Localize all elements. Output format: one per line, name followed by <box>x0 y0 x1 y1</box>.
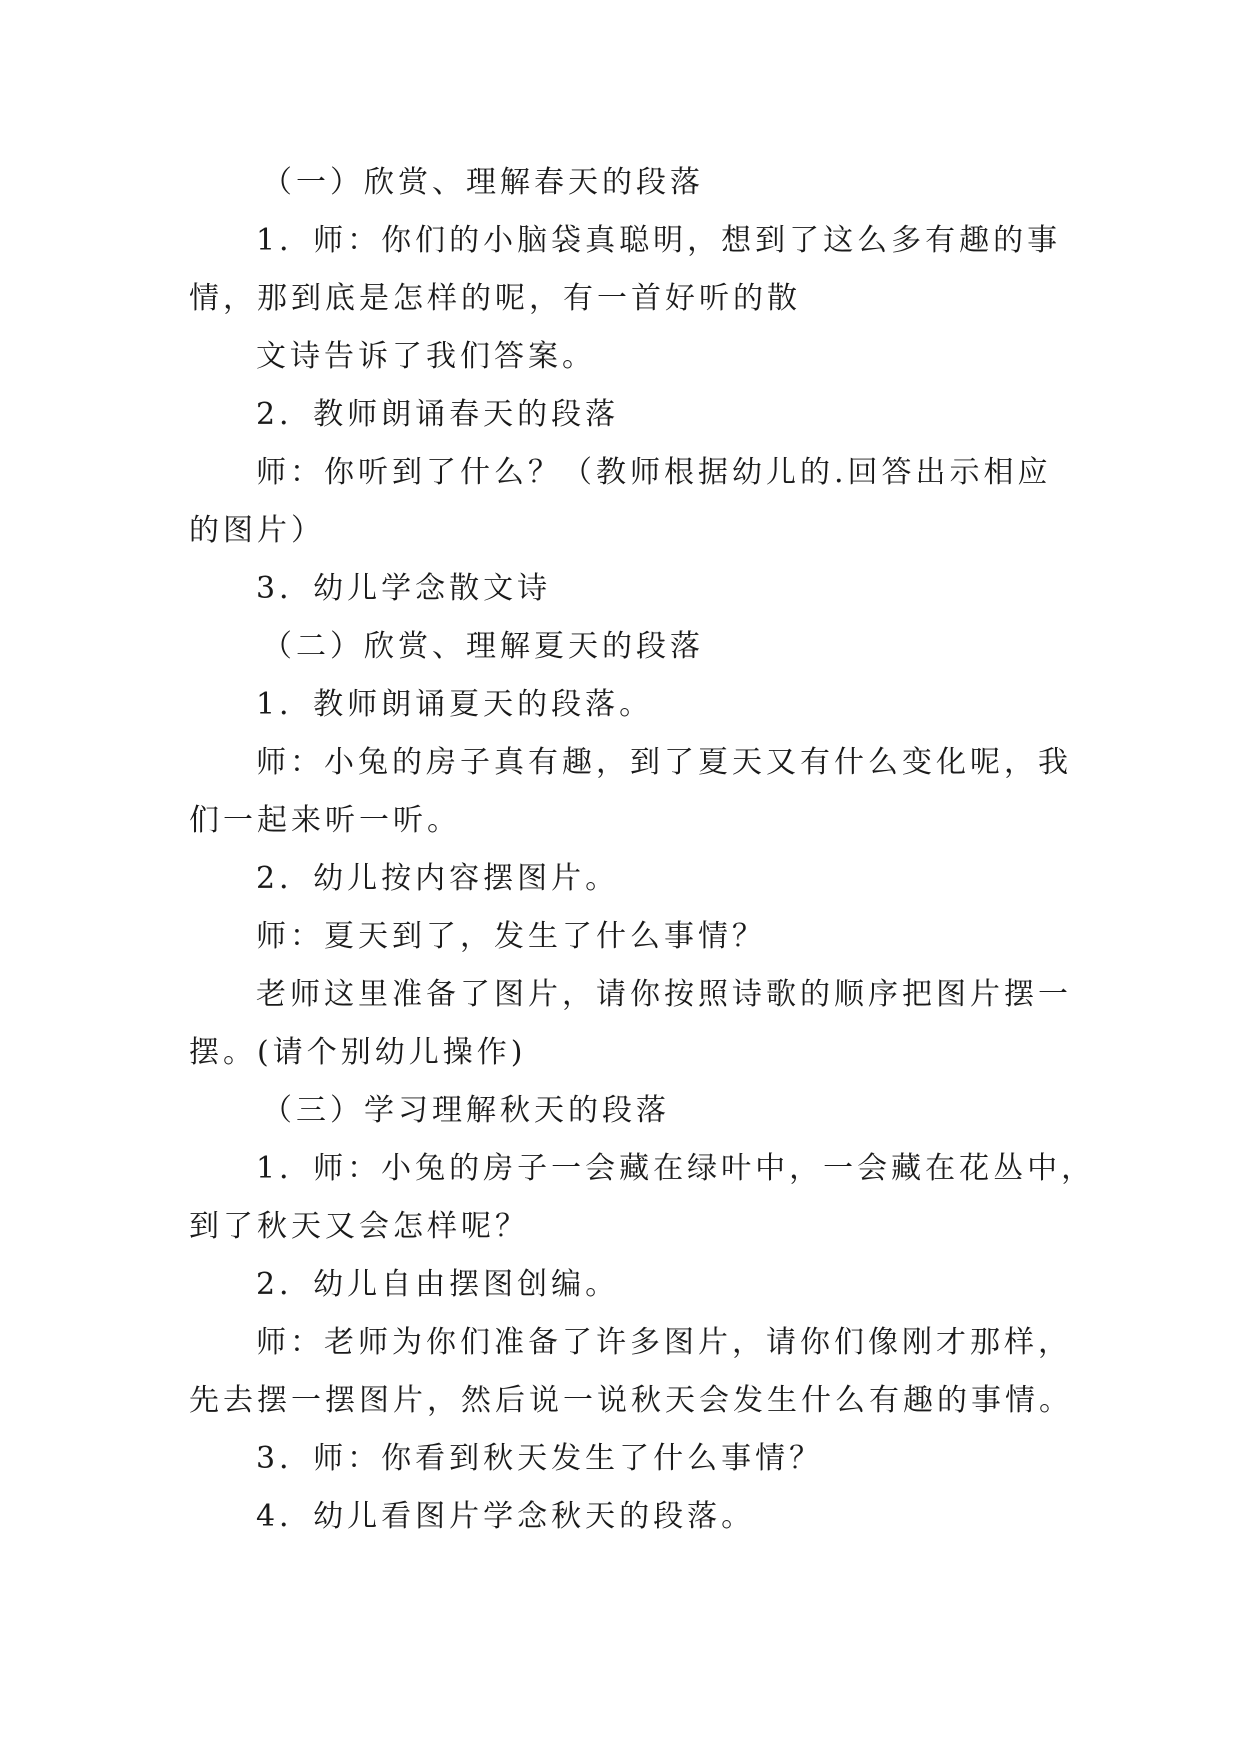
paragraph-line: 1．教师朗诵夏天的段落。 <box>256 687 654 722</box>
paragraph-line: 的图片） <box>189 513 325 548</box>
paragraph-line: 3．幼儿学念散文诗 <box>256 571 552 606</box>
paragraph-line: 们一起来听一听。 <box>189 803 461 838</box>
paragraph-line: 3．师：你看到秋天发生了什么事情？ <box>256 1441 824 1476</box>
paragraph-line: 师：小兔的房子真有趣，到了夏天又有什么变化呢，我 <box>256 745 1072 780</box>
paragraph-line: 师：你听到了什么？（教师根据幼儿的.回答出示相应 <box>256 455 1052 490</box>
section-heading-autumn: （三）学习理解秋天的段落 <box>262 1093 670 1128</box>
paragraph-line: 到了秋天又会怎样呢？ <box>189 1209 529 1244</box>
paragraph-line: 1．师：你们的小脑袋真聪明，想到了这么多有趣的事 <box>256 223 1062 258</box>
paragraph-line: 4．幼儿看图片学念秋天的段落。 <box>256 1499 756 1534</box>
paragraph-line: 2．教师朗诵春天的段落 <box>256 397 620 432</box>
paragraph-line: 师：夏天到了，发生了什么事情？ <box>256 919 766 954</box>
paragraph-line: 老师这里准备了图片，请你按照诗歌的顺序把图片摆一 <box>256 977 1072 1012</box>
paragraph-line: 2．幼儿按内容摆图片。 <box>256 861 620 896</box>
paragraph-line: 师：老师为你们准备了许多图片，请你们像刚才那样， <box>256 1325 1072 1360</box>
section-heading-spring: （一）欣赏、理解春天的段落 <box>262 165 704 200</box>
paragraph-line: 情，那到底是怎样的呢，有一首好听的散 <box>189 281 801 316</box>
paragraph-line: 1．师：小兔的房子一会藏在绿叶中，一会藏在花丛中， <box>256 1151 1096 1186</box>
section-heading-summer: （二）欣赏、理解夏天的段落 <box>262 629 704 664</box>
paragraph-line: 2．幼儿自由摆图创编。 <box>256 1267 620 1302</box>
paragraph-line: 摆。(请个别幼儿操作) <box>189 1035 527 1070</box>
paragraph-line: 文诗告诉了我们答案。 <box>256 339 596 374</box>
paragraph-line: 先去摆一摆图片，然后说一说秋天会发生什么有趣的事情。 <box>189 1383 1073 1418</box>
